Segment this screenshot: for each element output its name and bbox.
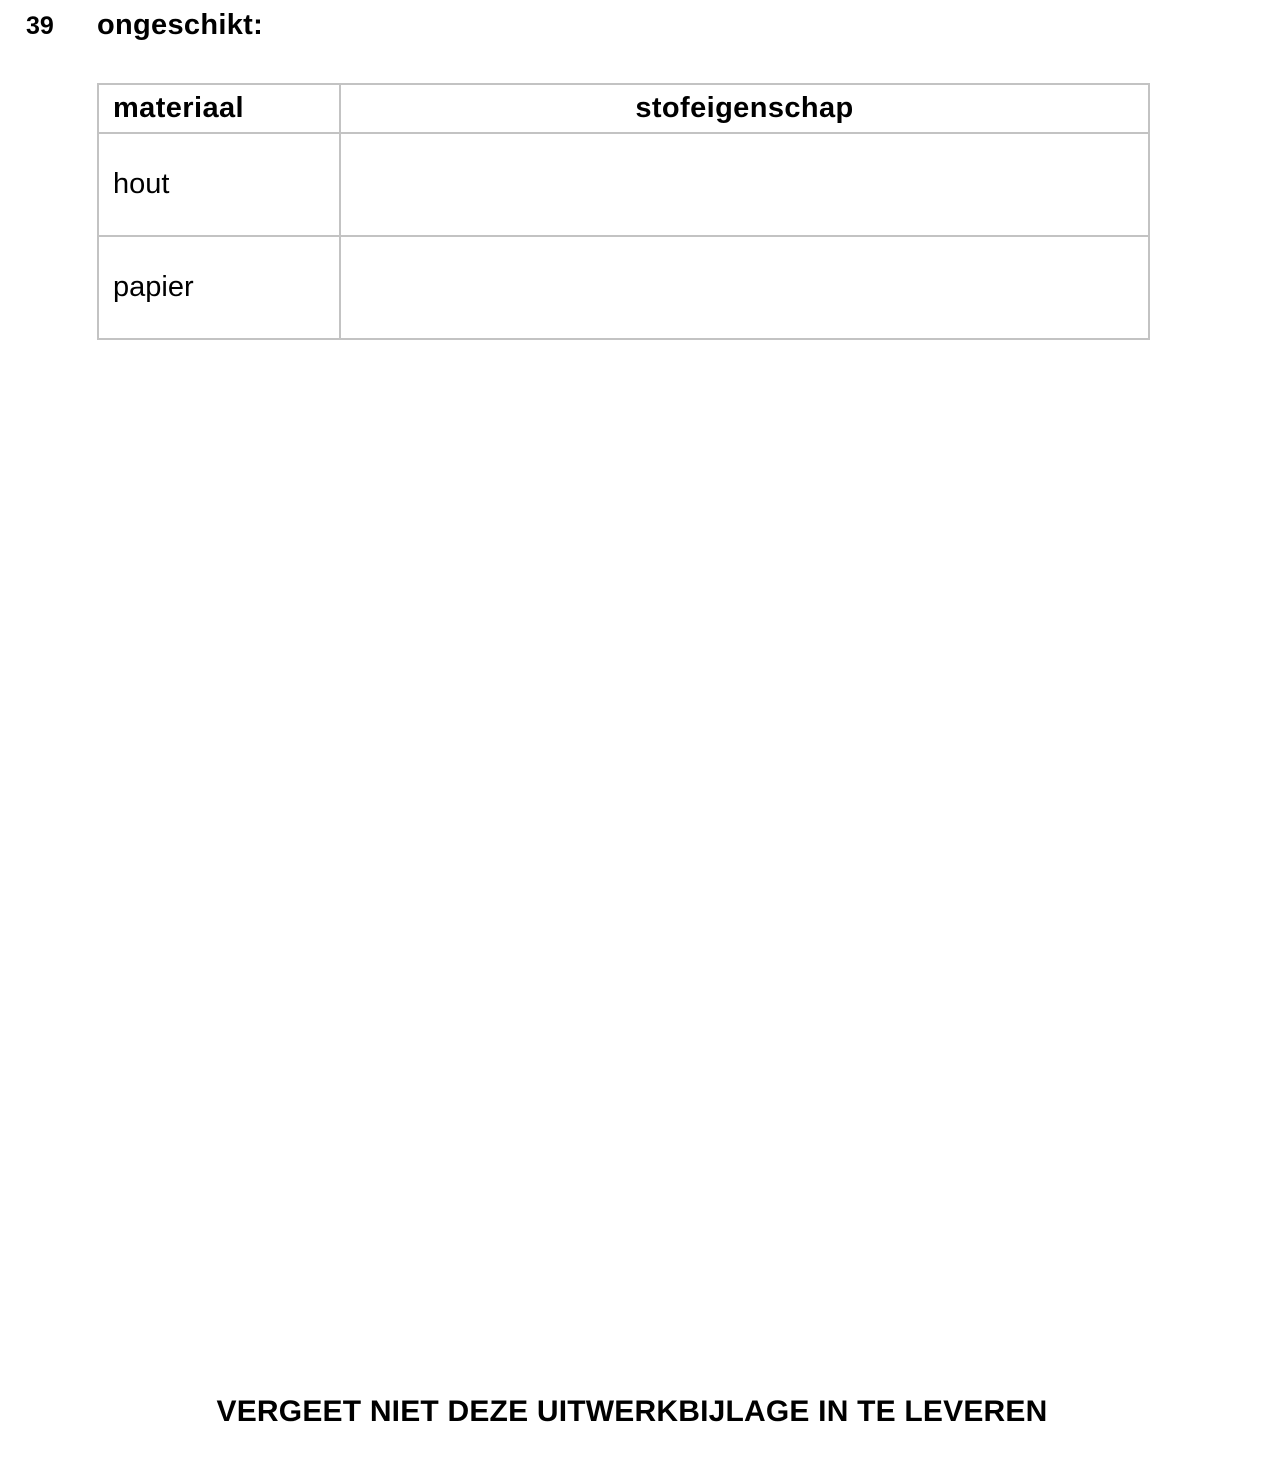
answer-table bbox=[97, 83, 1150, 340]
table-row bbox=[98, 236, 1149, 339]
question-label: ongeschikt: bbox=[97, 9, 264, 41]
material-cell: hout bbox=[98, 133, 340, 236]
footer-note: VERGEET NIET DEZE UITWERKBIJLAGE IN TE LEVEREN bbox=[216, 1395, 1048, 1428]
header-materiaal: materiaal bbox=[98, 84, 340, 133]
property-answer-cell[interactable] bbox=[340, 133, 1149, 236]
property-answer-cell[interactable] bbox=[340, 236, 1149, 339]
material-cell: papier bbox=[98, 236, 340, 339]
header-stofeigenschap: stofeigenschap bbox=[340, 84, 1149, 133]
question-number: 39 bbox=[26, 12, 54, 40]
table-header-row bbox=[98, 84, 1149, 133]
table-row bbox=[98, 133, 1149, 236]
